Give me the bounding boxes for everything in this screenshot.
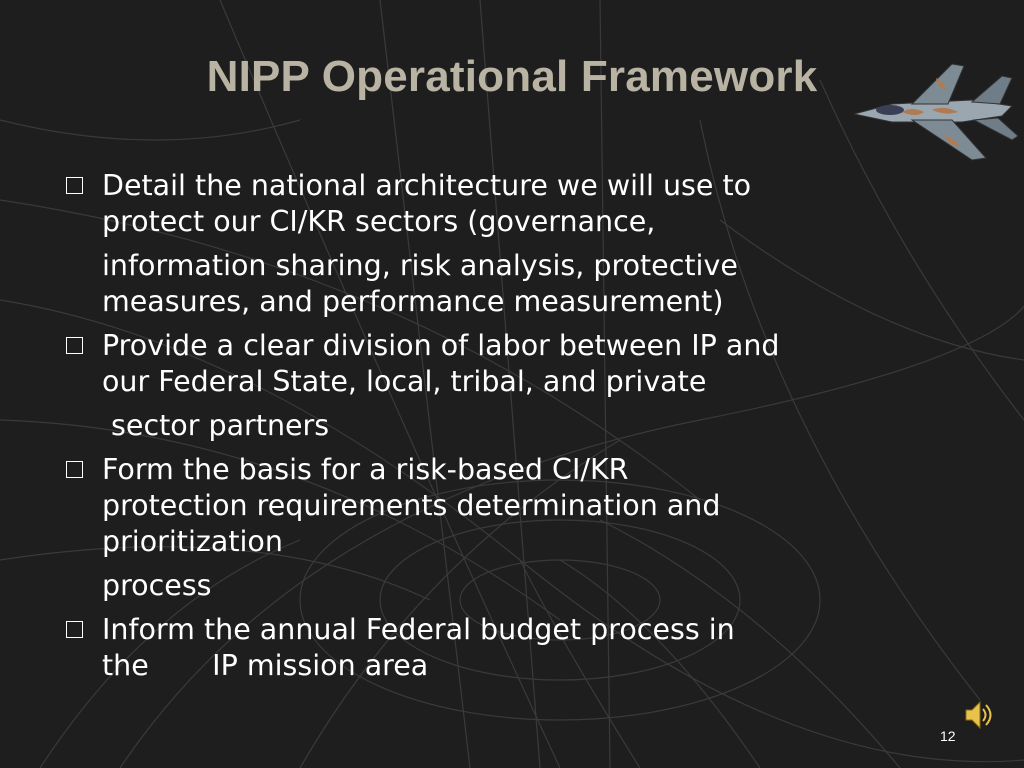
bullet-item [62, 328, 992, 444]
checkbox-square-icon [66, 461, 83, 478]
bullet-line: measures, and performance measurement) [102, 285, 724, 318]
checkbox-square-icon [66, 337, 83, 354]
checkbox-square-icon [66, 177, 83, 194]
slide-title: NIPP Operational Framework [206, 52, 818, 101]
speaker-icon[interactable] [962, 698, 992, 732]
bullet-item [62, 612, 992, 684]
page-number: 12 [940, 728, 956, 744]
checkbox-square-icon [66, 621, 83, 638]
bullet-line: prioritization [102, 525, 283, 558]
bullet-item [62, 168, 992, 320]
bullet-line: protection requirements determination and [102, 489, 721, 522]
bullet-line: sector partners [102, 409, 330, 442]
bullet-line: Provide a clear division of labor between IP and [102, 329, 780, 362]
bullet-line: information sharing, risk analysis, protective [102, 249, 738, 282]
bullet-line: Detail the national architecture we will use to [102, 169, 752, 202]
bullet-item [62, 452, 992, 604]
bullet-line: process [102, 569, 212, 602]
bullet-list [62, 168, 992, 684]
fighter-jet-icon [852, 56, 1022, 168]
bullet-line: Inform the annual Federal budget process in [102, 613, 735, 646]
bullet-line: our Federal State, local, tribal, and private [102, 365, 707, 398]
bullet-line: protect our CI/KR sectors (governance, [102, 205, 656, 238]
bullet-line: the IP mission area [102, 649, 429, 682]
bullet-line: Form the basis for a risk-based CI/KR [102, 453, 629, 486]
